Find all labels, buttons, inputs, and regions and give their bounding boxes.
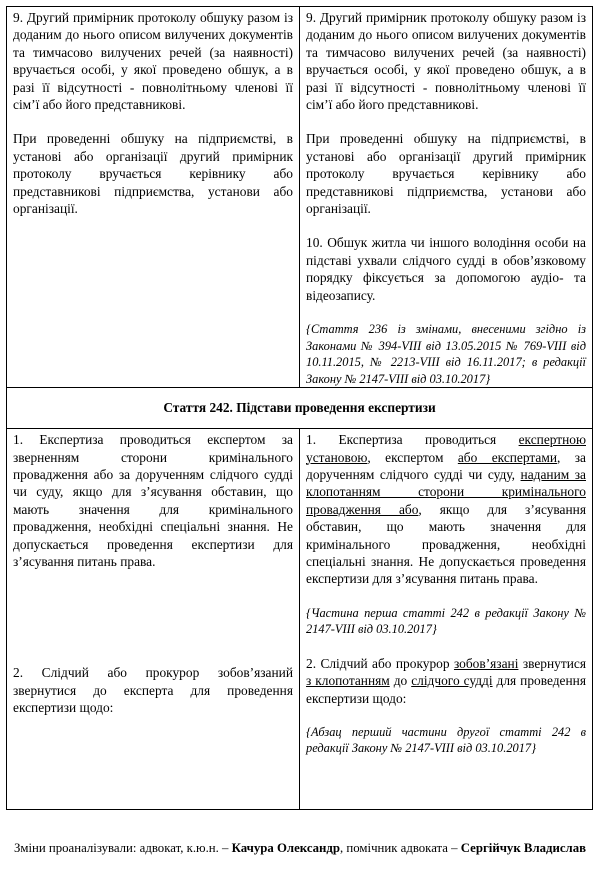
- inserted-text: з клопотанням: [306, 673, 390, 689]
- assistant-name: Сергійчук Владислав: [460, 841, 587, 855]
- amendment-note-236: {Стаття 236 із змінами, внесеними згідно із Законами № 394-VIII від 13.05.2015 № 769-VIII від 10.11.2015, № 2213-VIII від 16.11.2017; в редакції Закону № 2147-VIII від 03.10.2017}: [306, 322, 586, 386]
- table-row: [7, 7, 593, 388]
- amendment-note-242-1: {Частина перша статті 242 в редакції Закону № 2147-VIII від 03.10.2017}: [306, 605, 586, 637]
- table-row: [7, 388, 593, 429]
- paragraph-242-1-left: 1. Експертиза проводиться експертом за зверненням сторони кримінального провадження або за дорученням слідчого судді чи суду, якщо для з’ясування обставин, що мають значення для кримінального провадження, необхідні спеціальні знання. Не допускається проведення експертизи для з’ясування питань права.: [13, 432, 293, 569]
- paragraph-10-right: 10. Обшук житла чи іншого володіння особи на підставі ухвали слідчого судді в обов’язковому порядку фіксується за допомогою аудіо- та відеозапису.: [306, 235, 586, 303]
- article-heading: Стаття 242. Підстави проведення експертизи: [7, 388, 593, 429]
- right-cell-article-242-amended: [300, 429, 593, 810]
- left-cell-article-242-current: [7, 429, 300, 810]
- paragraph-9-left: 9. Другий примірник протоколу обшуку разом із доданим до нього описом вилучених документів та тимчасово вилучених речей (за наявності) вручається особі, у якої проведено обшук, а в разі її відсутності - повнолітньому членові її сім’ї або його представникові.: [13, 10, 293, 113]
- comparison-table: [6, 6, 593, 810]
- amendment-note-242-2: {Абзац перший частини другої статті 242 в редакції Закону № 2147-VIII від 03.10.2017}: [306, 724, 586, 756]
- table-row: [7, 429, 593, 810]
- paragraph-242-2-right: 2. Слідчий або прокурор зобов’язані звернутися з клопотанням до слідчого судді для проведення експертизи щодо:: [306, 655, 586, 706]
- inserted-text: наданим за клопотанням сторони кримінального провадження або: [306, 466, 586, 517]
- paragraph-242-1-right: 1. Експертиза проводиться експертною установою, експертом або експертами, за дорученням слідчого судді чи суду, наданим за клопотанням сторони кримінального провадження або, якщо для з’ясування обставин, що мають значення для кримінального провадження, необхідні спеціальні знання. Не допускається проведення експертизи для з’ясування питань права.: [306, 432, 586, 587]
- inserted-text: слідчого судді: [411, 673, 493, 689]
- paragraph-enterprise-right: При проведенні обшуку на підприємстві, в установі або організації другий примірник протоколу вручається керівнику або представникові підприємства, установи або організації.: [306, 131, 586, 217]
- footer-authors: Зміни проаналізували: адвокат, к.ю.н. – Качура Олександр, помічник адвоката – Сергійчук Владислав: [13, 841, 587, 855]
- paragraph-242-2-left: 2. Слідчий або прокурор зобов’язаний звернутися до експерта для проведення експертизи щодо:: [13, 665, 293, 716]
- right-cell-amended-text: [300, 7, 593, 388]
- left-cell-current-text: [7, 7, 300, 388]
- inserted-text: зобов’язані: [453, 655, 519, 671]
- author-name: Качура Олександр: [231, 841, 341, 855]
- paragraph-enterprise-left: При проведенні обшуку на підприємстві, в установі або організації другий примірник протоколу вручається керівнику або представникові підприємства, установи або організації.: [13, 131, 293, 217]
- inserted-text: експертною установою: [306, 432, 586, 465]
- inserted-text: або експертами: [457, 449, 557, 465]
- paragraph-9-right: 9. Другий примірник протоколу обшуку разом із доданим до нього описом вилучених документів та тимчасово вилучених речей (за наявності) вручається особі, у якої проведено обшук, а в разі її відсутності - повнолітньому членові її сім’ї або його представникові.: [306, 10, 586, 113]
